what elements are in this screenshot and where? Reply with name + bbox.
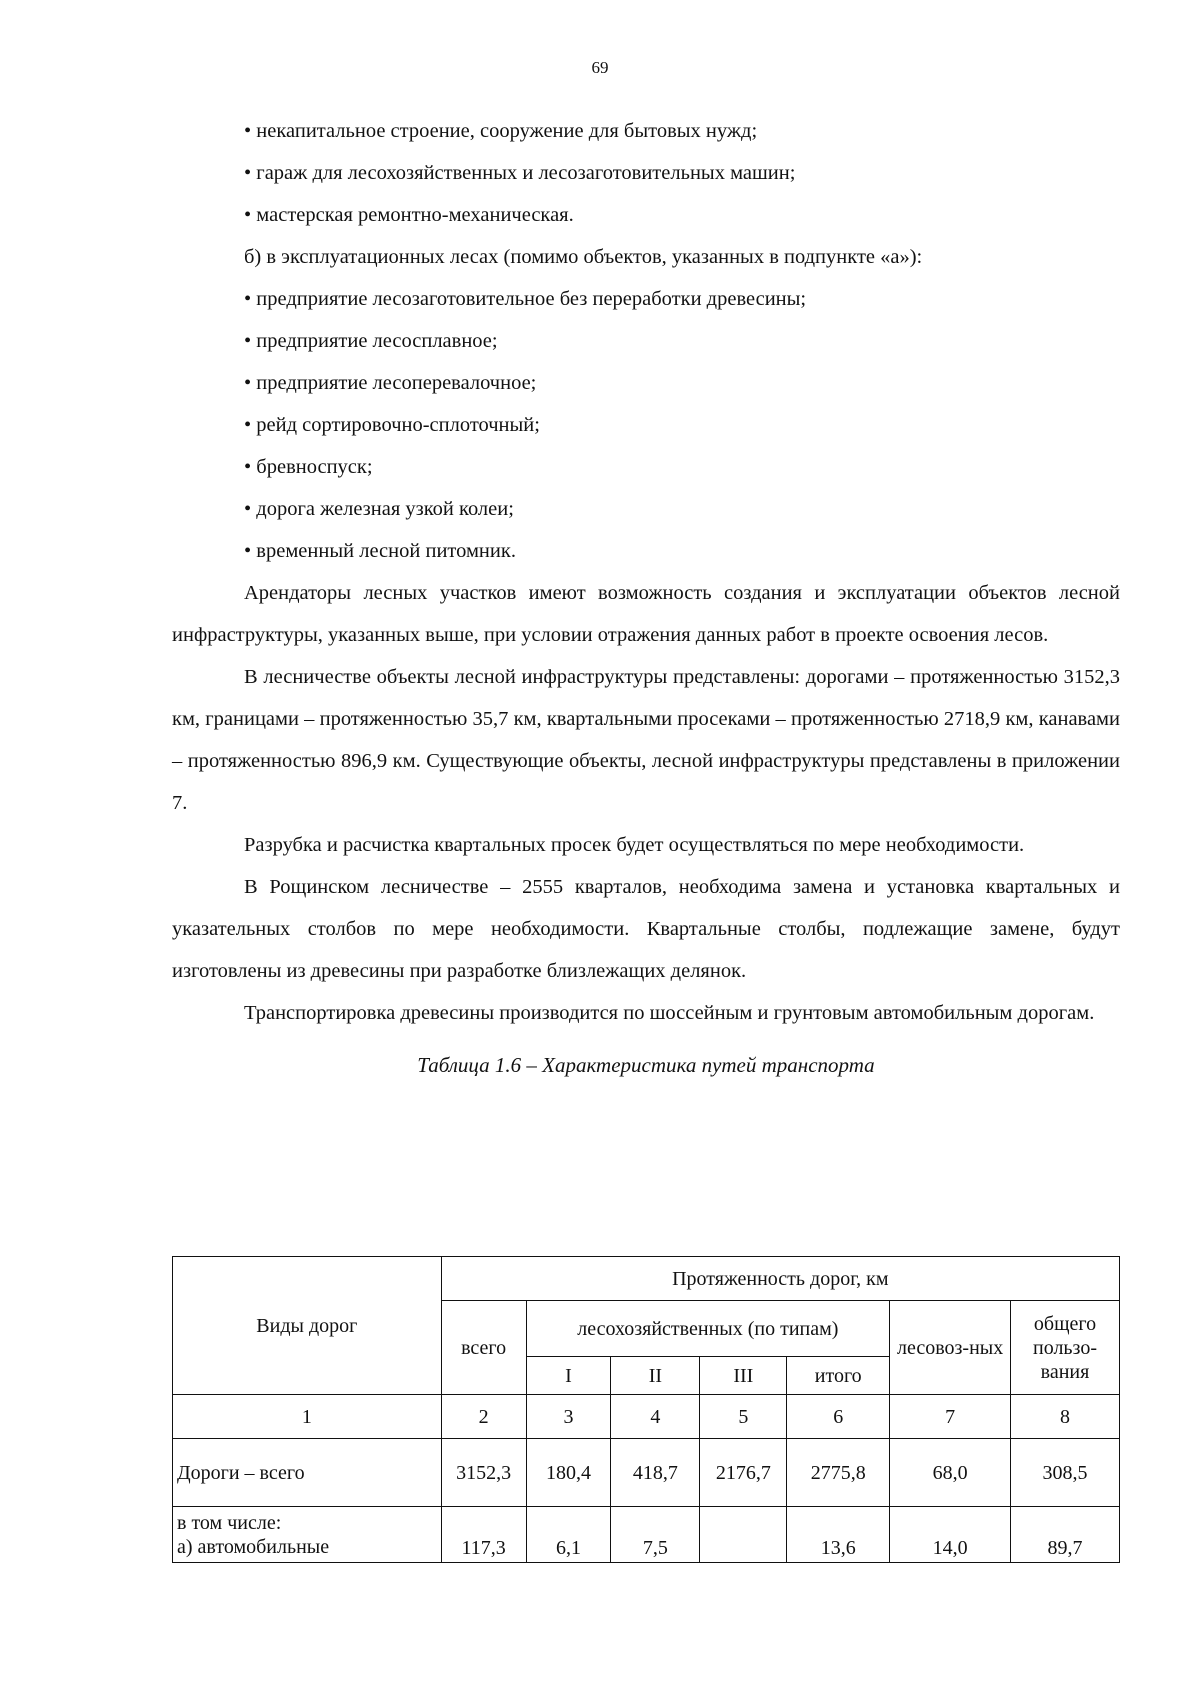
header-type-3: III bbox=[700, 1357, 787, 1395]
document-body bbox=[172, 110, 1120, 1088]
header-total: всего bbox=[441, 1301, 526, 1395]
paragraph-transport: Транспортировка древесины производится по шоссейным и грунтовым автомобильным дорогам. bbox=[244, 1002, 1095, 1024]
bullet-item: • рейд сортировочно-сплоточный; bbox=[244, 414, 540, 436]
paragraph-tenants: Арендаторы лесных участков имеют возможность создания и эксплуатации объектов лесной инфраструктуры, указанных выше, при условии отражения данных работ в проекте освоения лесов. bbox=[172, 582, 1120, 646]
page-number: 69 bbox=[591, 58, 609, 77]
bullet-item: • бревноспуск; bbox=[244, 456, 373, 478]
cell-total: 3152,3 bbox=[441, 1439, 526, 1507]
bullet-item: • дорога железная узкой колеи; bbox=[244, 498, 514, 520]
header-subtotal: итого bbox=[787, 1357, 890, 1395]
cell-total: 117,3 bbox=[441, 1507, 526, 1563]
row-label-line: а) автомобильные bbox=[177, 1535, 330, 1558]
cell-public: 89,7 bbox=[1011, 1507, 1120, 1563]
row-label bbox=[173, 1507, 442, 1563]
table-row bbox=[173, 1507, 1120, 1563]
column-number: 3 bbox=[526, 1395, 611, 1439]
bullet-item: • предприятие лесозаготовительное без переработки древесины; bbox=[244, 288, 807, 310]
bullet-item: • мастерская ремонтно-механическая. bbox=[244, 204, 574, 226]
column-number: 1 bbox=[173, 1395, 442, 1439]
cell-logging: 68,0 bbox=[890, 1439, 1011, 1507]
cell-subtotal: 2775,8 bbox=[787, 1439, 890, 1507]
row-label-line: в том числе: bbox=[177, 1511, 282, 1534]
header-logging: лесовоз-ных bbox=[890, 1301, 1011, 1395]
cell-type-1: 180,4 bbox=[526, 1439, 611, 1507]
header-type-2: II bbox=[611, 1357, 700, 1395]
header-forestry: лесохозяйственных (по типам) bbox=[526, 1301, 890, 1357]
cell-public: 308,5 bbox=[1011, 1439, 1120, 1507]
header-public: общего пользо-вания bbox=[1011, 1301, 1120, 1395]
cell-type-3: 2176,7 bbox=[700, 1439, 787, 1507]
header-type-1: I bbox=[526, 1357, 611, 1395]
header-road-types: Виды дорог bbox=[173, 1257, 442, 1395]
column-number: 8 bbox=[1011, 1395, 1120, 1439]
column-number: 5 bbox=[700, 1395, 787, 1439]
column-number: 2 bbox=[441, 1395, 526, 1439]
cell-type-3 bbox=[700, 1507, 787, 1563]
transport-routes-table bbox=[172, 1256, 1120, 1563]
bullet-item: • предприятие лесосплавное; bbox=[244, 330, 498, 352]
cell-subtotal: 13,6 bbox=[787, 1507, 890, 1563]
subheading-b: б) в эксплуатационных лесах (помимо объектов, указанных в подпункте «а»): bbox=[244, 246, 923, 268]
bullet-item: • временный лесной питомник. bbox=[244, 540, 516, 562]
paragraph-infrastructure: В лесничестве объекты лесной инфраструктуры представлены: дорогами – протяженностью 3152,3 км, границами – протяженностью 35,7 км, квартальными просеками – протяженностью 2718,9 км, канавами – протяженностью 896,9 км. Существующие объекты, лесной инфраструктуры представлены в приложении 7. bbox=[172, 666, 1120, 814]
column-number: 7 bbox=[890, 1395, 1011, 1439]
cell-logging: 14,0 bbox=[890, 1507, 1011, 1563]
cell-type-2: 418,7 bbox=[611, 1439, 700, 1507]
cell-type-2: 7,5 bbox=[611, 1507, 700, 1563]
cell-type-1: 6,1 bbox=[526, 1507, 611, 1563]
column-number: 6 bbox=[787, 1395, 890, 1439]
column-number: 4 bbox=[611, 1395, 700, 1439]
bullet-item: • предприятие лесоперевалочное; bbox=[244, 372, 537, 394]
table-row bbox=[173, 1439, 1120, 1507]
paragraph-roshchino: В Рощинском лесничестве – 2555 кварталов, необходима замена и установка квартальных и указательных столбов по мере необходимости. Квартальные столбы, подлежащие замене, будут изготовлены из древесины при разработке близлежащих делянок. bbox=[172, 876, 1120, 982]
bullet-item: • гараж для лесохозяйственных и лесозаготовительных машин; bbox=[244, 162, 796, 184]
paragraph-clearing: Разрубка и расчистка квартальных просек будет осуществляться по мере необходимости. bbox=[244, 834, 1025, 856]
row-label: Дороги – всего bbox=[173, 1439, 442, 1507]
bullet-item: • некапитальное строение, сооружение для бытовых нужд; bbox=[244, 120, 758, 142]
header-length-group: Протяженность дорог, км bbox=[441, 1257, 1119, 1301]
table-caption: Таблица 1.6 – Характеристика путей транспорта bbox=[417, 1053, 875, 1077]
column-number-row bbox=[173, 1395, 1120, 1439]
